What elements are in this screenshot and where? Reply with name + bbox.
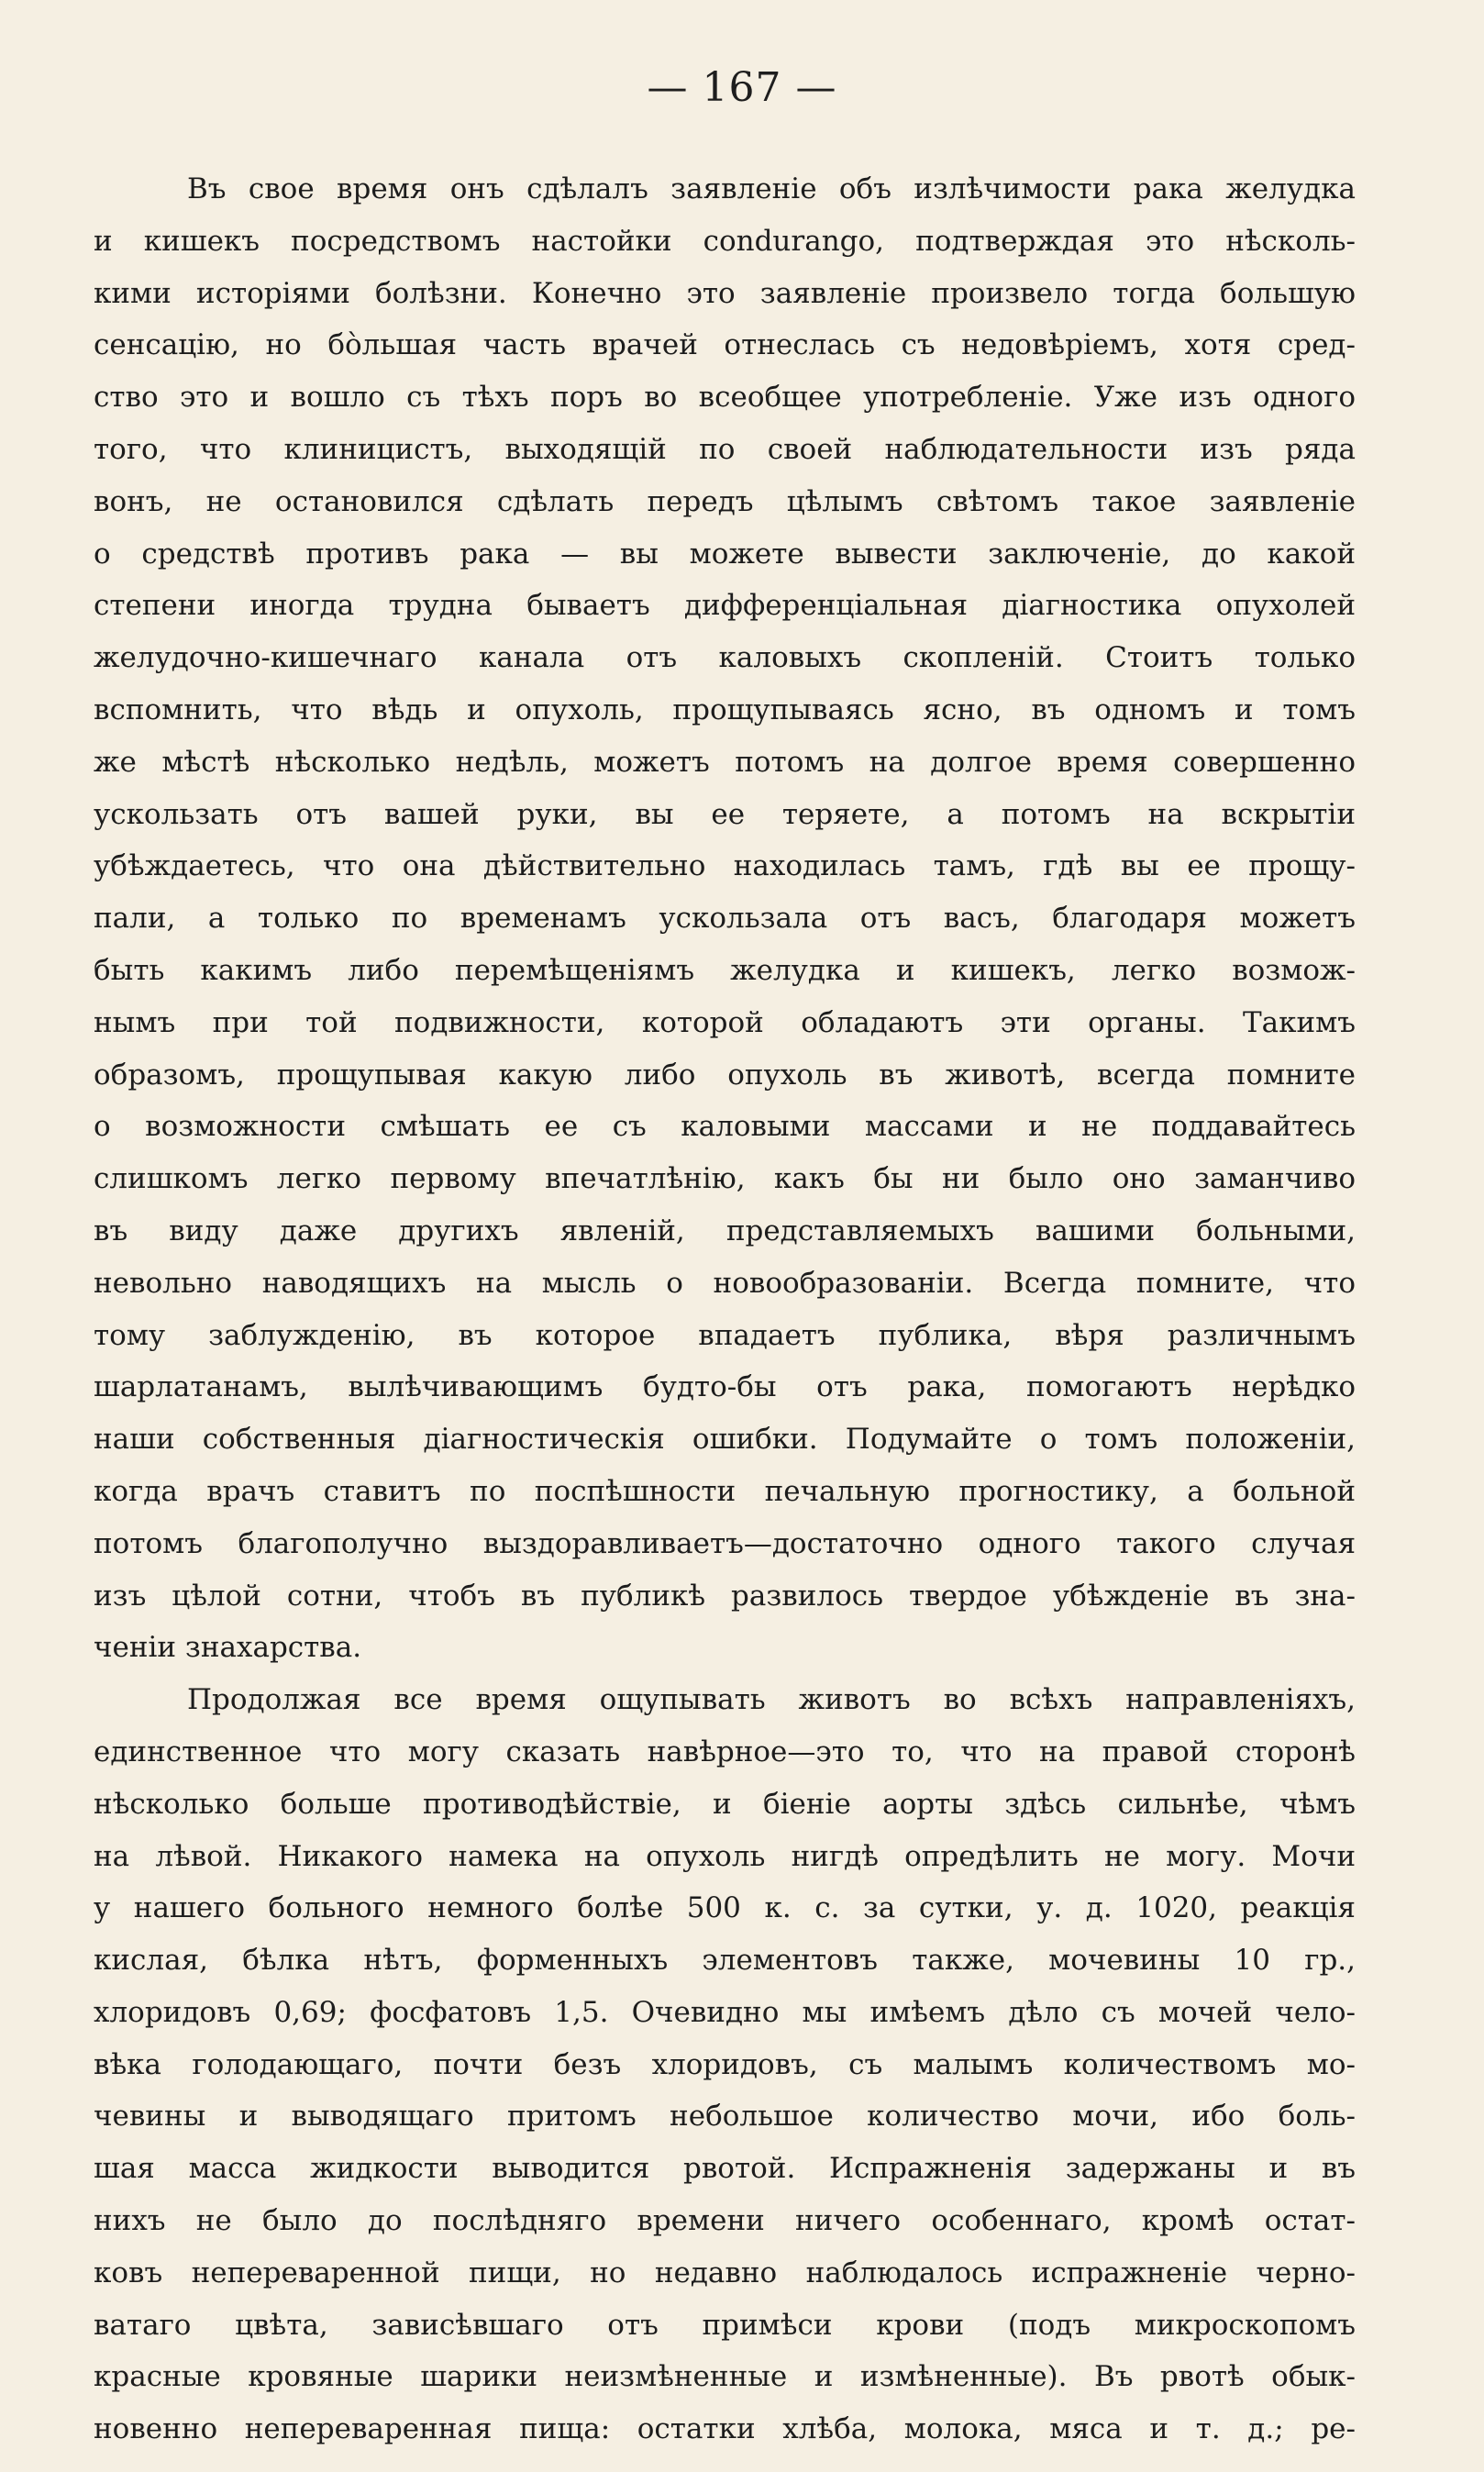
text-line: пали, а только по временамъ ускользала отъ васъ, благодаря можетъ: [94, 902, 1356, 936]
body-text: [94, 163, 1356, 2455]
text-line: Въ свое время онъ сдѣлалъ заявленіе объ излѣчимости рака желудка: [187, 172, 1356, 205]
text-line: въ виду даже другихъ явленій, представляемыхъ вашими больными,: [94, 1214, 1356, 1247]
text-line: вонъ, не остановился сдѣлать передъ цѣлымъ свѣтомъ такое заявленіе: [94, 484, 1356, 518]
text-line: ковъ непереваренной пищи, но недавно наблюдалось испражненіе черно-: [94, 2256, 1356, 2289]
text-line: изъ цѣлой сотни, чтобъ въ публикѣ развилось твердое убѣжденіе въ зна-: [94, 1579, 1356, 1613]
text-line: у нашего больного немного болѣе 500 к. с. за сутки, у. д. 1020, реакція: [94, 1891, 1356, 1925]
text-line: ченіи знахарства.: [94, 1631, 362, 1665]
text-line: на лѣвой. Никакого намека на опухоль нигдѣ опредѣлить не могу. Мочи: [94, 1839, 1356, 1873]
text-line: ство это и вошло съ тѣхъ поръ во всеобщее употребленіе. Уже изъ одного: [94, 381, 1356, 415]
text-line: Продолжая все время ощупывать животъ во всѣхъ направленіяхъ,: [187, 1683, 1356, 1717]
text-line: и кишекъ посредствомъ настойки condurango, подтверждая это нѣсколь-: [94, 224, 1356, 258]
text-line: хлоридовъ 0,69; фосфатовъ 1,5. Очевидно мы имѣемъ дѣло съ мочей чело-: [94, 1995, 1356, 2029]
text-line: наши собственныя діагностическія ошибки. Подумайте о томъ положеніи,: [94, 1423, 1356, 1457]
text-line: быть какимъ либо перемѣщеніямъ желудка и кишекъ, легко возмож-: [94, 953, 1356, 987]
text-line: же мѣстѣ нѣсколько недѣль, можетъ потомъ на долгое время совершенно: [94, 745, 1356, 779]
text-line: нихъ не было до послѣдняго времени ничего особеннаго, кромѣ остат-: [94, 2204, 1356, 2238]
text-line: ватаго цвѣта, зависѣвшаго отъ примѣси крови (подъ микроскопомъ: [94, 2308, 1356, 2342]
text-line: вѣка голодающаго, почти безъ хлоридовъ, съ малымъ количествомъ мо-: [94, 2047, 1356, 2081]
text-line: кислая, бѣлка нѣтъ, форменныхъ элементовъ также, мочевины 10 гр.,: [94, 1944, 1356, 1978]
text-line: слишкомъ легко первому впечатлѣнію, какъ бы ни было оно заманчиво: [94, 1162, 1356, 1196]
text-line: о возможности смѣшать ее съ каловыми массами и не поддавайтесь: [94, 1110, 1356, 1144]
text-line: сенсацію, но бо̀льшая часть врачей отнеслась съ недовѣріемъ, хотя сред-: [94, 328, 1356, 362]
text-line: степени иногда трудна бываетъ дифференціальная діагностика опухолей: [94, 589, 1356, 623]
text-line: ускользать отъ вашей руки, вы ее теряете, а потомъ на вскрытіи: [94, 797, 1356, 831]
text-line: убѣждаетесь, что она дѣйствительно находилась тамъ, гдѣ вы ее прощу-: [94, 849, 1356, 883]
text-line: о средствѣ противъ рака — вы можете вывести заключеніе, до какой: [94, 537, 1356, 571]
text-line: чевины и выводящаго притомъ небольшое количество мочи, ибо боль-: [94, 2100, 1356, 2134]
text-line: желудочно-кишечнаго канала отъ каловыхъ скопленій. Стоитъ только: [94, 641, 1356, 675]
text-line: когда врачъ ставитъ по поспѣшности печальную прогностику, а больной: [94, 1474, 1356, 1508]
text-line: кими исторіями болѣзни. Конечно это заявленіе произвело тогда большую: [94, 276, 1356, 310]
text-line: потомъ благополучно выздоравливаетъ—достаточно одного такого случая: [94, 1526, 1356, 1560]
page-number: — 167 —: [647, 64, 837, 111]
paragraph-2: [94, 1674, 1356, 2455]
text-line: нымъ при той подвижности, которой обладаютъ эти органы. Такимъ: [94, 1005, 1356, 1039]
text-line: красные кровяные шарики неизмѣненные и измѣненные). Въ рвотѣ обык-: [94, 2360, 1356, 2394]
paragraph-1: [94, 163, 1356, 1674]
text-line: тому заблужденію, въ которое впадаетъ публика, вѣря различнымъ: [94, 1318, 1356, 1352]
text-line: невольно наводящихъ на мысль о новообразованіи. Всегда помните, что: [94, 1266, 1356, 1300]
text-line: шая масса жидкости выводится рвотой. Испражненія задержаны и въ: [94, 2152, 1356, 2186]
text-line: шарлатанамъ, вылѣчивающимъ будто-бы отъ рака, помогаютъ нерѣдко: [94, 1370, 1356, 1404]
text-line: образомъ, прощупывая какую либо опухоль въ животѣ, всегда помните: [94, 1058, 1356, 1092]
text-line: того, что клиницистъ, выходящій по своей наблюдательности изъ ряда: [94, 432, 1356, 466]
text-line: вспомнить, что вѣдь и опухоль, прощупываясь ясно, въ одномъ и томъ: [94, 693, 1356, 726]
text-line: нѣсколько больше противодѣйствіе, и біеніе аорты здѣсь сильнѣе, чѣмъ: [94, 1787, 1356, 1821]
text-line: единственное что могу сказать навѣрное—это то, что на правой сторонѣ: [94, 1735, 1356, 1768]
text-line: новенно непереваренная пища: остатки хлѣба, молока, мяса и т. д.; ре-: [94, 2412, 1356, 2446]
